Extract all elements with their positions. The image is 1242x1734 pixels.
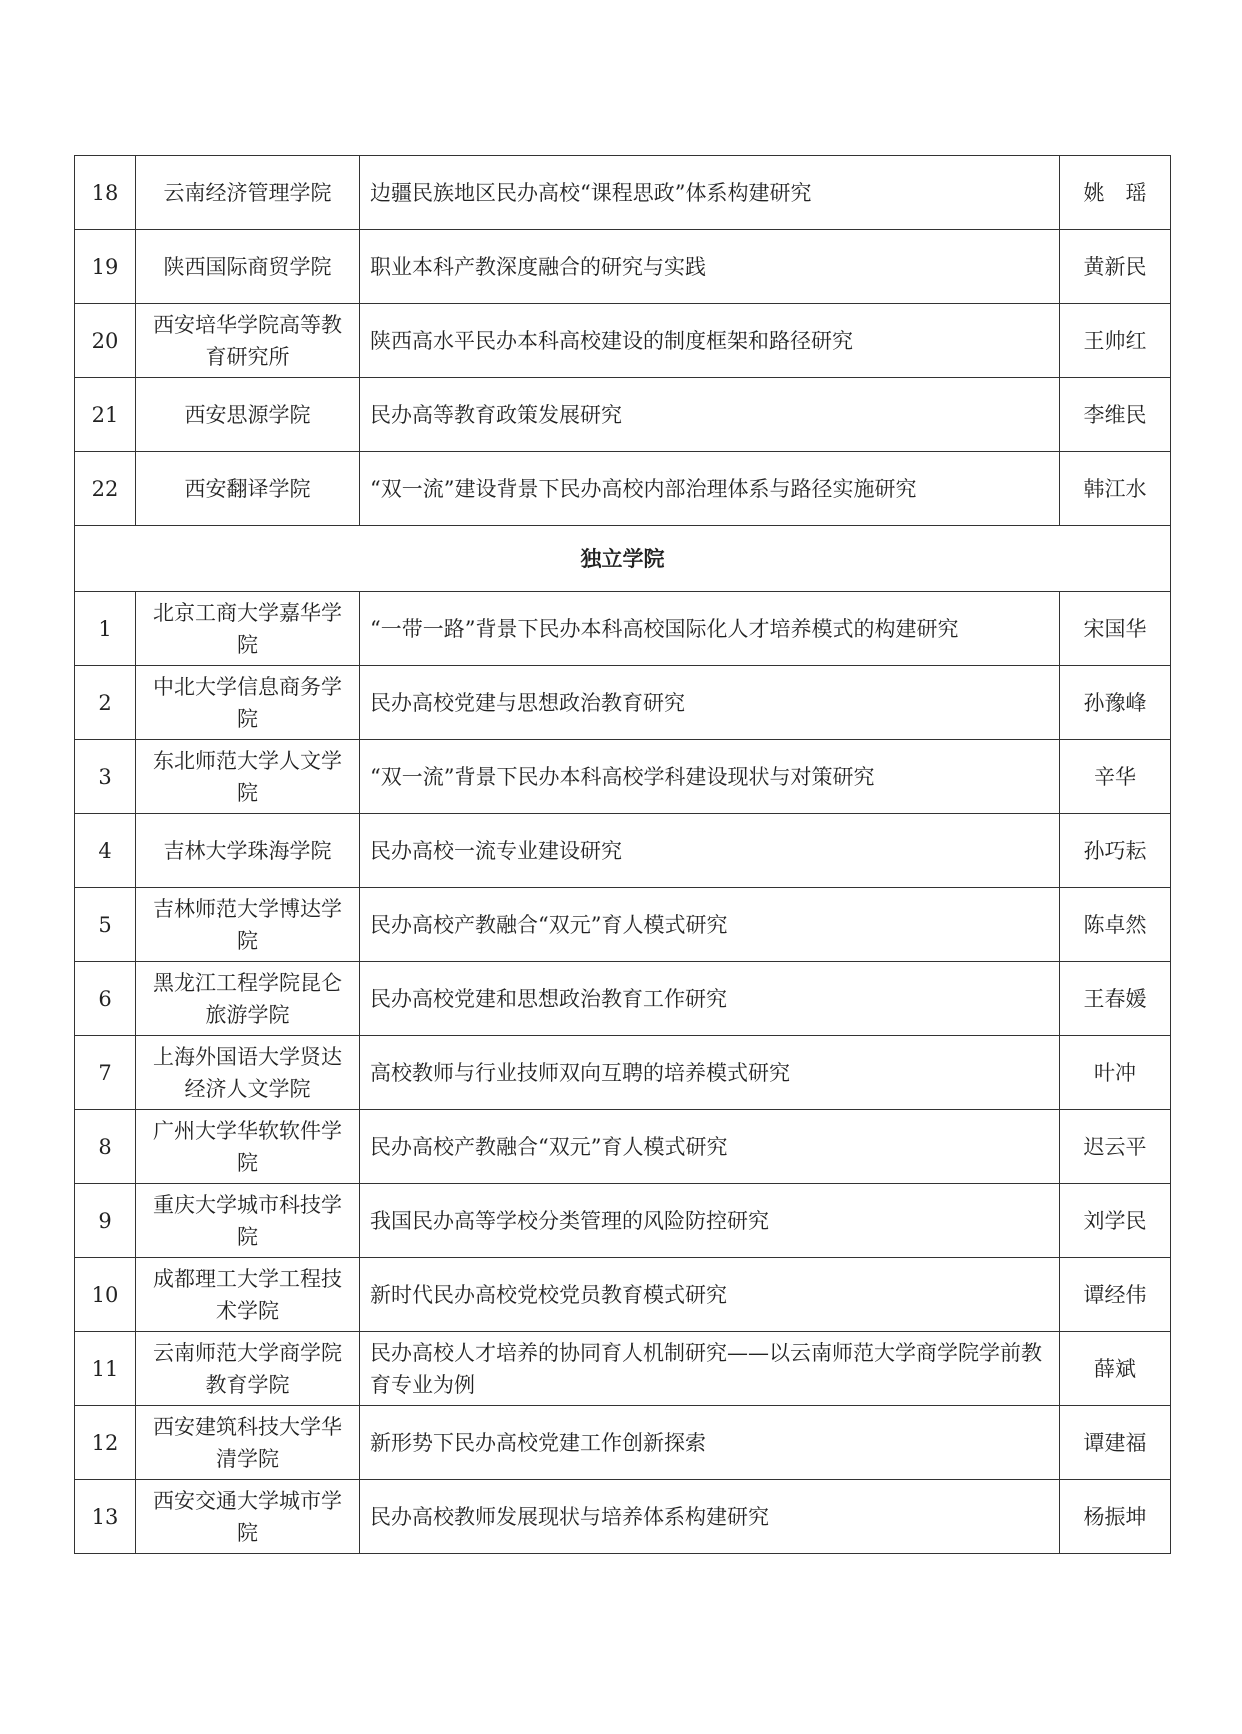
project-title: 新时代民办高校党校党员教育模式研究: [360, 1258, 1060, 1332]
person-name: 黄新民: [1060, 230, 1171, 304]
row-number: 7: [75, 1036, 136, 1110]
project-title: 民办高校党建和思想政治教育工作研究: [360, 962, 1060, 1036]
row-number: 19: [75, 230, 136, 304]
person-name: 李维民: [1060, 378, 1171, 452]
row-number: 13: [75, 1480, 136, 1554]
row-number: 3: [75, 740, 136, 814]
institution-name: 重庆大学城市科技学院: [136, 1184, 360, 1258]
table-row: [75, 230, 1171, 304]
project-title: 我国民办高等学校分类管理的风险防控研究: [360, 1184, 1060, 1258]
table-row: [75, 814, 1171, 888]
table-row: [75, 1406, 1171, 1480]
row-number: 20: [75, 304, 136, 378]
project-title: 民办高校产教融合“双元”育人模式研究: [360, 1110, 1060, 1184]
institution-name: 上海外国语大学贤达经济人文学院: [136, 1036, 360, 1110]
project-title: 高校教师与行业技师双向互聘的培养模式研究: [360, 1036, 1060, 1110]
project-title: 民办高等教育政策发展研究: [360, 378, 1060, 452]
table-row: [75, 304, 1171, 378]
table-body-lower: [75, 592, 1171, 1554]
section-heading: 独立学院: [75, 526, 1171, 592]
project-title: 职业本科产教深度融合的研究与实践: [360, 230, 1060, 304]
person-name: 姚 瑶: [1060, 156, 1171, 230]
section-heading-row: [75, 526, 1171, 592]
table-row: [75, 1480, 1171, 1554]
project-title: 民办高校人才培养的协同育人机制研究——以云南师范大学商学院学前教育专业为例: [360, 1332, 1060, 1406]
person-name: 辛华: [1060, 740, 1171, 814]
person-name: 王春媛: [1060, 962, 1171, 1036]
row-number: 21: [75, 378, 136, 452]
person-name: 韩江水: [1060, 452, 1171, 526]
row-number: 10: [75, 1258, 136, 1332]
institution-name: 西安交通大学城市学院: [136, 1480, 360, 1554]
institution-name: 吉林大学珠海学院: [136, 814, 360, 888]
person-name: 孙豫峰: [1060, 666, 1171, 740]
institution-name: 云南师范大学商学院教育学院: [136, 1332, 360, 1406]
institution-name: 云南经济管理学院: [136, 156, 360, 230]
person-name: 宋国华: [1060, 592, 1171, 666]
row-number: 9: [75, 1184, 136, 1258]
row-number: 4: [75, 814, 136, 888]
row-number: 2: [75, 666, 136, 740]
table-row: [75, 888, 1171, 962]
table-row: [75, 1110, 1171, 1184]
project-title: 陕西高水平民办本科高校建设的制度框架和路径研究: [360, 304, 1060, 378]
person-name: 孙巧耘: [1060, 814, 1171, 888]
person-name: 谭建福: [1060, 1406, 1171, 1480]
table-row: [75, 1036, 1171, 1110]
institution-name: 吉林师范大学博达学院: [136, 888, 360, 962]
section-heading-group: [75, 526, 1171, 592]
project-title: “一带一路”背景下民办本科高校国际化人才培养模式的构建研究: [360, 592, 1060, 666]
person-name: 叶冲: [1060, 1036, 1171, 1110]
row-number: 11: [75, 1332, 136, 1406]
person-name: 杨振坤: [1060, 1480, 1171, 1554]
table-row: [75, 962, 1171, 1036]
person-name: 谭经伟: [1060, 1258, 1171, 1332]
row-number: 22: [75, 452, 136, 526]
institution-name: 广州大学华软软件学院: [136, 1110, 360, 1184]
project-table: [74, 155, 1171, 1554]
institution-name: 西安翻译学院: [136, 452, 360, 526]
institution-name: 中北大学信息商务学院: [136, 666, 360, 740]
person-name: 陈卓然: [1060, 888, 1171, 962]
row-number: 6: [75, 962, 136, 1036]
person-name: 薛斌: [1060, 1332, 1171, 1406]
row-number: 8: [75, 1110, 136, 1184]
institution-name: 东北师范大学人文学院: [136, 740, 360, 814]
institution-name: 陕西国际商贸学院: [136, 230, 360, 304]
person-name: 刘学民: [1060, 1184, 1171, 1258]
table-row: [75, 156, 1171, 230]
person-name: 王帅红: [1060, 304, 1171, 378]
table-row: [75, 1332, 1171, 1406]
table-row: [75, 378, 1171, 452]
table-row: [75, 666, 1171, 740]
table-row: [75, 1184, 1171, 1258]
project-title: “双一流”建设背景下民办高校内部治理体系与路径实施研究: [360, 452, 1060, 526]
project-title: 民办高校党建与思想政治教育研究: [360, 666, 1060, 740]
row-number: 12: [75, 1406, 136, 1480]
project-title: 新形势下民办高校党建工作创新探索: [360, 1406, 1060, 1480]
project-title: “双一流”背景下民办本科高校学科建设现状与对策研究: [360, 740, 1060, 814]
row-number: 18: [75, 156, 136, 230]
table-body-upper: [75, 156, 1171, 526]
institution-name: 北京工商大学嘉华学院: [136, 592, 360, 666]
project-title: 民办高校产教融合“双元”育人模式研究: [360, 888, 1060, 962]
table-row: [75, 452, 1171, 526]
institution-name: 成都理工大学工程技术学院: [136, 1258, 360, 1332]
row-number: 5: [75, 888, 136, 962]
project-title: 民办高校一流专业建设研究: [360, 814, 1060, 888]
institution-name: 黑龙江工程学院昆仑旅游学院: [136, 962, 360, 1036]
table-row: [75, 592, 1171, 666]
row-number: 1: [75, 592, 136, 666]
table-row: [75, 740, 1171, 814]
project-title: 民办高校教师发展现状与培养体系构建研究: [360, 1480, 1060, 1554]
project-title: 边疆民族地区民办高校“课程思政”体系构建研究: [360, 156, 1060, 230]
institution-name: 西安思源学院: [136, 378, 360, 452]
institution-name: 西安培华学院高等教育研究所: [136, 304, 360, 378]
person-name: 迟云平: [1060, 1110, 1171, 1184]
table-row: [75, 1258, 1171, 1332]
institution-name: 西安建筑科技大学华清学院: [136, 1406, 360, 1480]
